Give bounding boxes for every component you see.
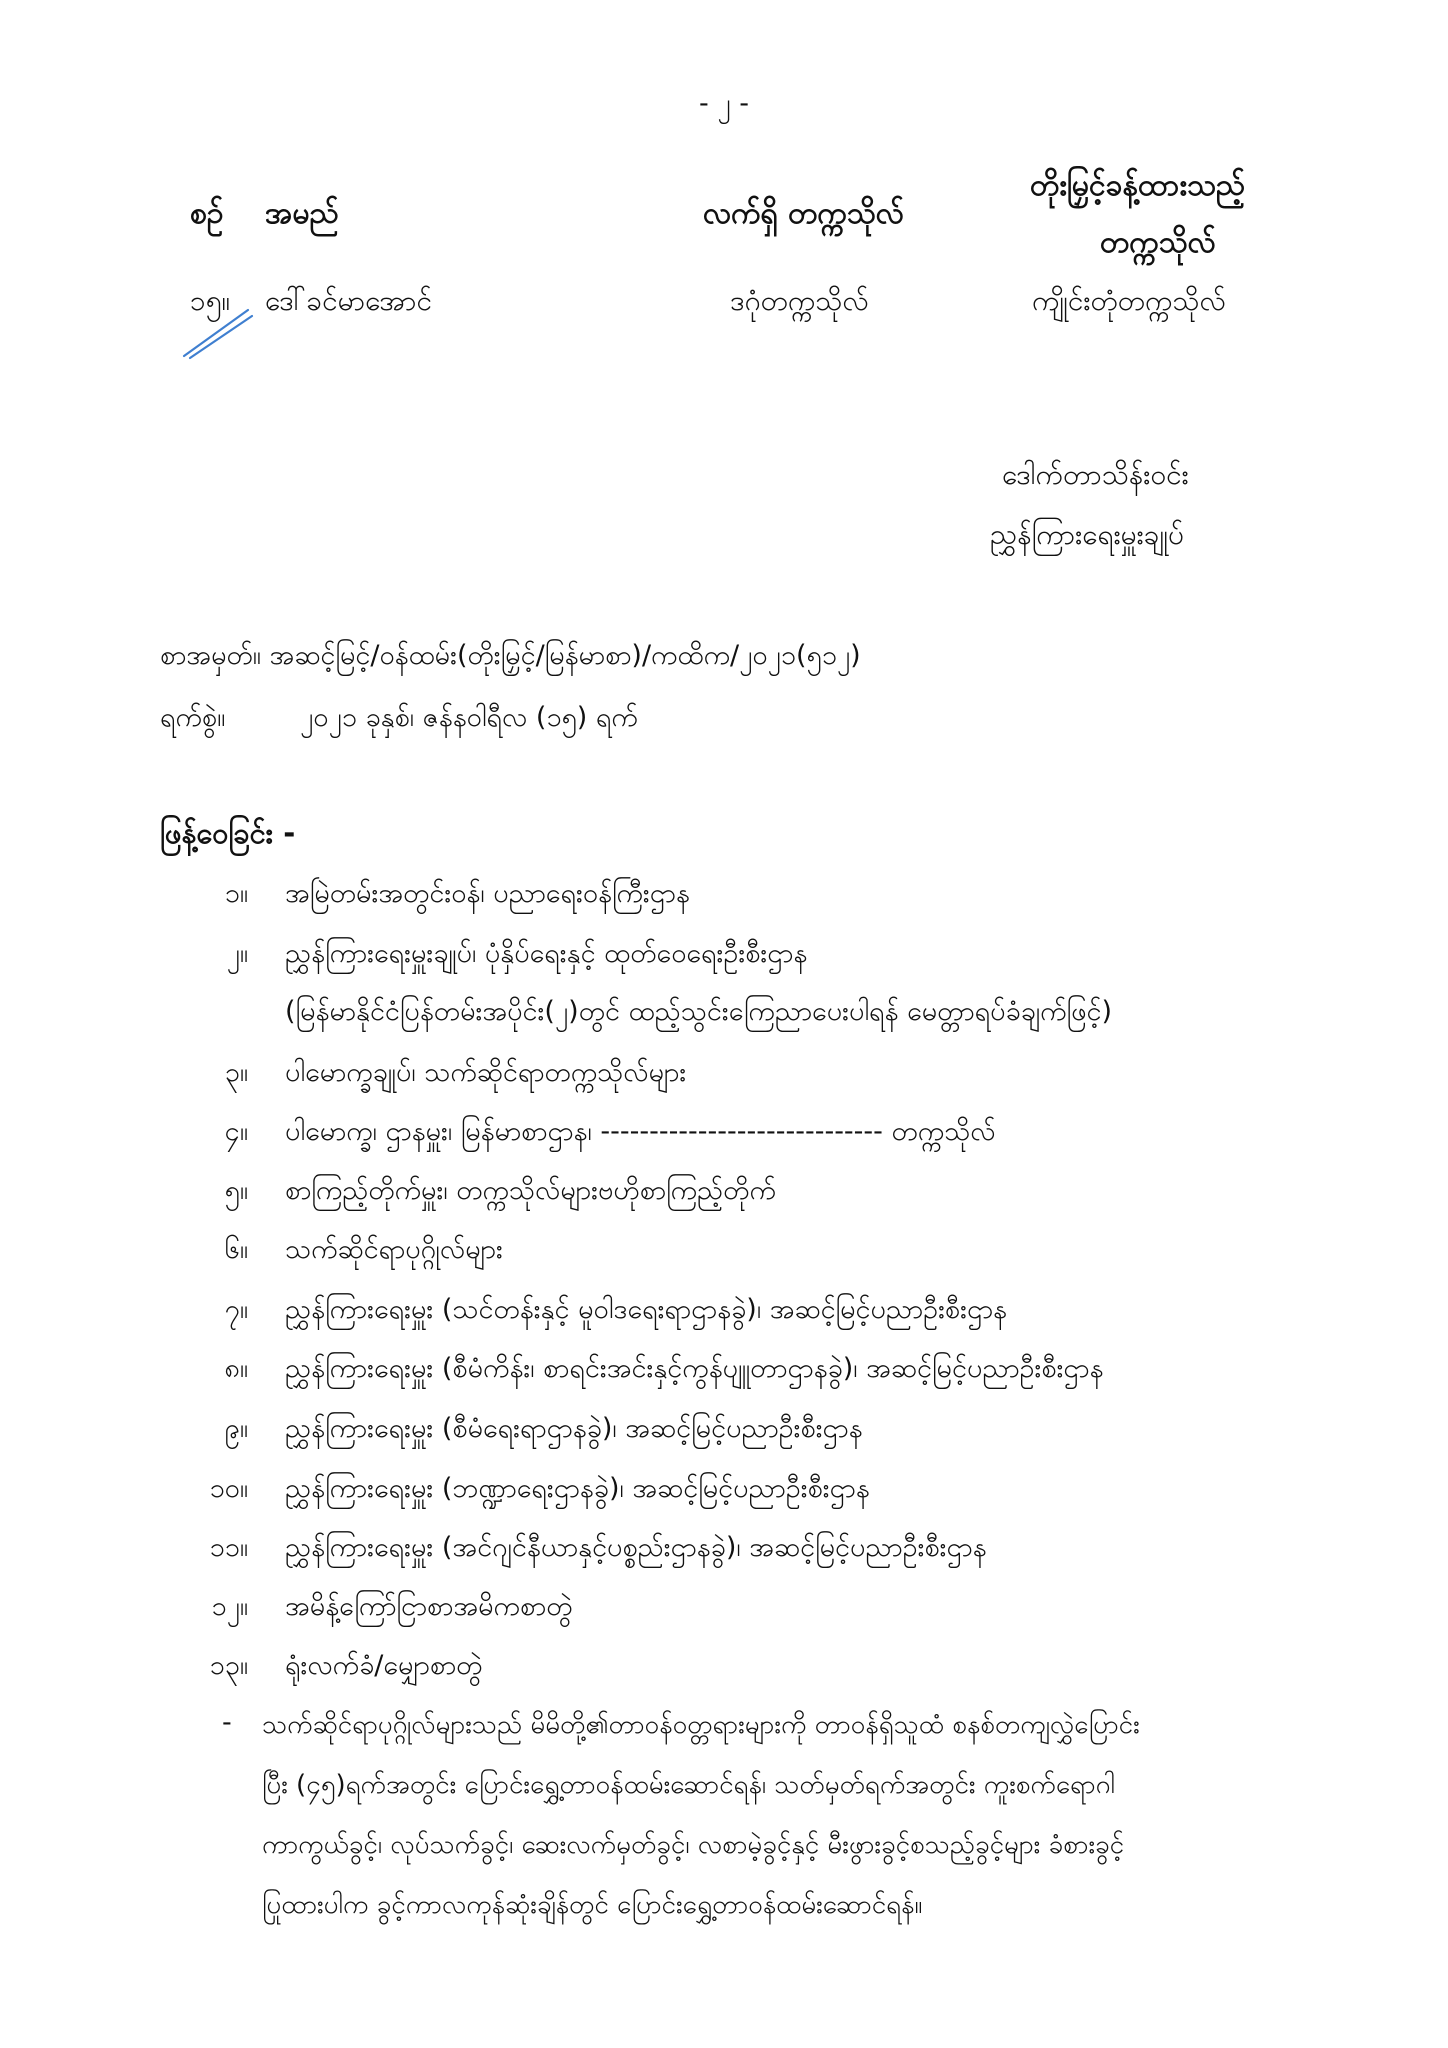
list-item-text: အမိန့်ကြော်ငြာစာအမိကစာတွဲ xyxy=(285,1591,573,1622)
list-item-text: ညွှန်ကြားရေးမှူး (ဘဏ္ဍာရေးဌာနခွဲ)၊ အဆင့်မြင့်ပညာဦးစီးဌာန xyxy=(285,1473,870,1504)
row-name: ဒေါ်ခင်မာအောင် xyxy=(265,284,432,317)
list-item-text: ညွှန်ကြားရေးမှူး (သင်တန်းနှင့် မူဝါဒရေးရာဌာနခွဲ)၊ အဆင့်မြင့်ပညာဦးစီးဌာန xyxy=(285,1294,1008,1325)
header-serial: စဉ် xyxy=(190,196,224,231)
note-dash: - xyxy=(222,1707,232,1738)
list-item-number: ၁၀။ xyxy=(209,1473,248,1504)
list-item-number: ၆။ xyxy=(224,1234,248,1265)
list-item-text: ညွှန်ကြားရေးမှူး (စီမံရေးရာဌာနခွဲ)၊ အဆင့်မြင့်ပညာဦးစီးဌာန xyxy=(285,1413,863,1444)
note-line: ပြီး (၄၅)ရက်အတွင်း ပြောင်းရွှေ့တာဝန်ထမ်းဆောင်ရန်၊ သတ်မှတ်ရက်အတွင်း ကူးစက်ရောဂါ xyxy=(262,1770,1115,1800)
header-name: အမည် xyxy=(265,196,339,231)
list-item-text: ညွှန်ကြားရေးမှူး (စီမံကိန်း၊ စာရင်းအင်းနှင့်ကွန်ပျူတာဌာနခွဲ)၊ အဆင့်မြင့်ပညာဦးစီးဌာန xyxy=(285,1353,1104,1384)
list-item-number: ၅။ xyxy=(224,1175,248,1206)
list-item-number: ၁၁။ xyxy=(209,1532,248,1563)
pen-mark-icon xyxy=(180,300,260,360)
header-transfer-university-line2: တက္ကသိုလ် xyxy=(1100,225,1216,260)
list-item-number: ၇။ xyxy=(224,1294,248,1325)
list-item-text: ပါမောက္ခ၊ ဌာနမှူး၊ မြန်မာစာဌာန၊ ----------------------------- တက္ကသိုလ် xyxy=(285,1116,996,1147)
list-item-text: အမြဲတမ်းအတွင်းဝန်၊ ပညာရေးဝန်ကြီးဌာန xyxy=(285,878,690,909)
list-item-text: ပါမောက္ခချုပ်၊ သက်ဆိုင်ရာတက္ကသိုလ်များ xyxy=(285,1057,687,1088)
date-label: ရက်စွဲ။ xyxy=(160,702,226,733)
list-item-number: ၁၃။ xyxy=(209,1650,248,1681)
list-item-number: ၉။ xyxy=(224,1413,248,1444)
list-item-number: ၄။ xyxy=(224,1116,248,1147)
row-current-university: ဒဂုံတက္ကသိုလ် xyxy=(730,284,869,317)
list-item-number: ၃။ xyxy=(224,1057,248,1088)
letter-number: စာအမှတ်။ အဆင့်မြင့်/ဝန်ထမ်း(တိုးမြှင့်/မြန်မာစာ)/ကထိက/၂၀၂၁(၅၁၂) xyxy=(160,640,861,671)
list-item-number: ၁။ xyxy=(224,878,248,909)
date-value: ၂၀၂၁ ခုနှစ်၊ ဇန်နဝါရီလ (၁၅) ရက် xyxy=(300,702,638,733)
row-serial: ၁၅။ xyxy=(190,284,230,317)
list-item-text: သက်ဆိုင်ရာပုဂ္ဂိုလ်များ xyxy=(285,1234,503,1265)
page-number: - ၂ - xyxy=(699,88,749,119)
signature-name: ဒေါက်တာသိန်းဝင်း xyxy=(1002,458,1189,491)
signature-title: ညွှန်ကြားရေးမှူးချုပ် xyxy=(990,518,1184,551)
list-item-text: စာကြည့်တိုက်မှူး၊ တက္ကသိုလ်များဗဟိုစာကြည့်တိုက် xyxy=(285,1175,776,1206)
list-item-text: ညွှန်ကြားရေးမှူး (အင်ဂျင်နီယာနှင့်ပစ္စည်းဌာနခွဲ)၊ အဆင့်မြင့်ပညာဦးစီးဌာန xyxy=(285,1532,987,1563)
list-item-number: ၂။ xyxy=(226,938,248,969)
list-item-number: ၁၂။ xyxy=(211,1591,248,1622)
list-item-text: (မြန်မာနိုင်ငံပြန်တမ်းအပိုင်း(၂)တွင် ထည့်သွင်းကြေညာပေးပါရန် မေတ္တာရပ်ခံချက်ဖြင့်) xyxy=(285,996,1113,1027)
list-item-number: ၈။ xyxy=(224,1353,248,1384)
list-item-text: ရုံးလက်ခံ/မျှောစာတွဲ xyxy=(285,1650,483,1681)
note-line: ကာကွယ်ခွင့်၊ လုပ်သက်ခွင့်၊ ဆေးလက်မှတ်ခွင့်၊ လစာမဲ့ခွင့်နှင့် မီးဖွားခွင့်စသည့်ခွင့်များ ခံစားခွင့် xyxy=(262,1830,1125,1860)
header-transfer-university-line1: တိုးမြှင့်ခန့်ထားသည့် xyxy=(1030,168,1246,203)
row-transfer-university: ကျိုင်းတုံတက္ကသိုလ် xyxy=(1032,284,1226,317)
list-item-text: ညွှန်ကြားရေးမှူးချုပ်၊ ပုံနှိပ်ရေးနှင့် ထုတ်ဝေရေးဦးစီးဌာန xyxy=(285,938,808,969)
header-current-university: လက်ရှိ တက္ကသိုလ် xyxy=(703,196,904,231)
note-line: သက်ဆိုင်ရာပုဂ္ဂိုလ်များသည် မိမိတို့၏တာဝန်ဝတ္တရားများကို တာဝန်ရှိသူထံ စနစ်တကျလွှဲပြောင်း xyxy=(262,1710,1140,1740)
note-line: ပြုထားပါက ခွင့်ကာလကုန်ဆုံးချိန်တွင် ပြောင်းရွှေ့တာဝန်ထမ်းဆောင်ရန်။ xyxy=(262,1890,923,1920)
distribution-heading: ဖြန့်ဝေခြင်း - xyxy=(160,816,296,850)
